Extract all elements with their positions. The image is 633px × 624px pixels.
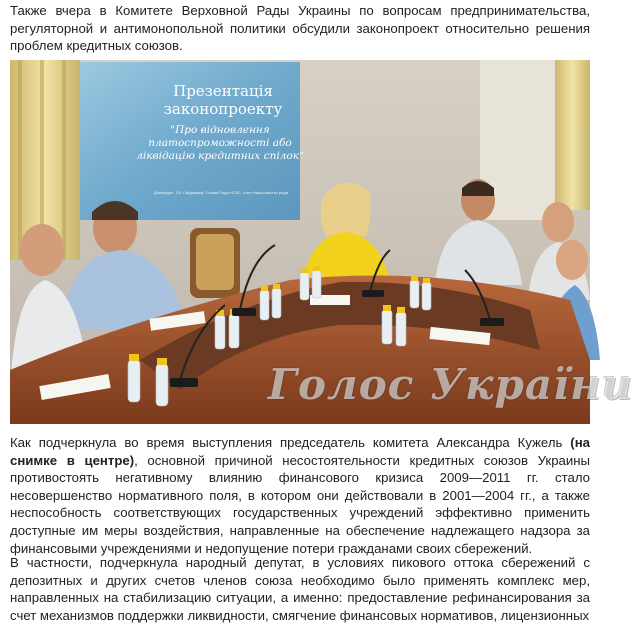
paragraph-2-text-after: , основной причиной несостоятельности кредитных союзов Украины противостоять негативному влиянию финансового кризиса 2009—2011 гг. стало несовершенство нормативного поля, в котором они действовали в 2001—2004 гг., а также неспособность соответствующих государственных учреждений эффективно применить доступные им меры воздействия, направленные на обеспечение надлежащего надзора за финансовыми учреждениями и недопущение потери гражданами своих сбережений. (10, 452, 590, 556)
article-photo (10, 60, 633, 424)
screen-footer: Доповідач: Т.В. Гайдамака, Голова Ради НСКС, член Національної ради (153, 190, 289, 195)
photo-caption-note: (на снимке в центре) (10, 435, 590, 468)
paragraph-2-text-before: Как подчеркнула во время выступления председатель комитета Александра Кужель (10, 435, 571, 450)
article-paragraph-1: Также вчера в Комитете Верховной Рады Украины по вопросам предпринимательства, регуляторной и антимонопольной политики обсудили законопроект относительно решения проблем кредитных союзов. (10, 3, 590, 54)
screen-subtitle: "Про відновлення платоспроможності або ліквідацію кредитних спілок" (136, 124, 304, 162)
screen-title: Презентація законопроекту (163, 82, 283, 118)
photo-watermark: Голос України (268, 360, 633, 409)
article-paragraph-3: В частности, подчеркнула народный депутат, в условиях пикового оттока сбережений с депозитных и других счетов членов союза необходимо было применять комплекс мер, направленных на стабилизацию ситуации, а именно: предоставление рефинансирования за счет механизмов поддержки ликвидности, смягчение финансовых нормативов, лицензионных (10, 555, 590, 623)
article-paragraph-2 (0, 434, 600, 557)
